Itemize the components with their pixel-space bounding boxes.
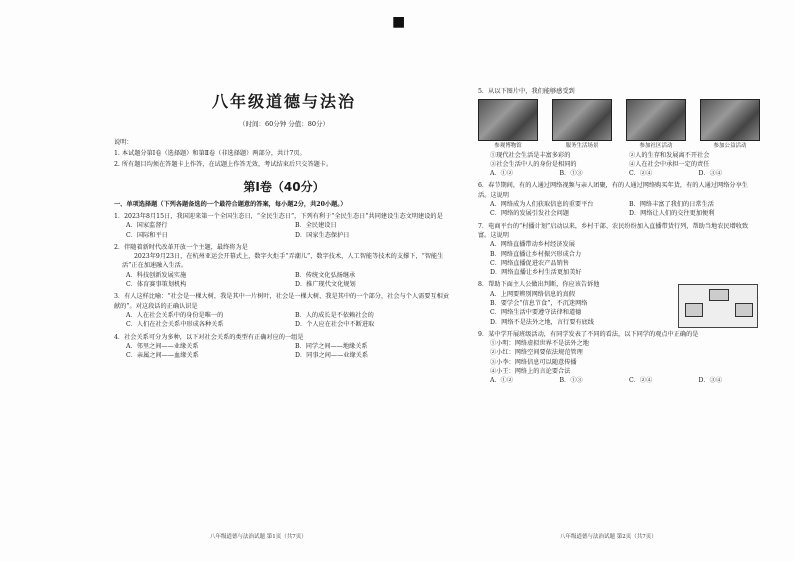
question-3 <box>114 292 454 329</box>
option-a: A．国家监督行 <box>126 222 168 230</box>
statement: ①小明：网络虚拟世界不是法外之地 <box>490 340 589 348</box>
option-a: A．邻里之间——业缘关系 <box>126 342 199 350</box>
screen-icon <box>735 303 753 317</box>
option-b: B．要学会“信息节食”，不沉迷网络 <box>490 300 588 307</box>
option-d: D．国家生态保护日 <box>295 231 350 239</box>
question-stem: 3．有人这样比喻：“社会是一棵大树，我是其中一片树叶，社会是一棵大树，我是其中的一个部分，社会与个人需要互相贡献的”。对这段话的正确认识是 <box>114 293 450 310</box>
question-4 <box>114 333 454 361</box>
question-stem: 9．某中学开展班级活动，有同学发表了不同的看法，以下同学的观点中正确的是 <box>478 330 699 338</box>
option-d: D．网络让人们的交往更加便利 <box>629 210 715 218</box>
header-mark: ■ <box>392 14 406 30</box>
option-a: A．人在社会关系中的身份是唯一的 <box>126 311 224 319</box>
statement: ③社会生活中人的身份是相同的 <box>490 160 577 168</box>
notes-label: 说明： <box>114 138 133 146</box>
option-d: D．③④ <box>698 170 723 178</box>
notes <box>114 138 454 170</box>
option-a: A．①② <box>490 377 514 385</box>
photo-item <box>626 99 686 150</box>
statement: ③小李：网络信息可以随意传播 <box>490 358 577 366</box>
statement: ④小王：网络上的言论要合法 <box>490 368 571 376</box>
section-title: 第Ⅰ卷（40分） <box>243 179 325 194</box>
question-passage: 2023年9月23日，在杭州亚运会开幕式上，数字火炬手“弄潮儿”，数字技术、人工智能等技术的支撑下，“智能生活”正在加速融入生活。 <box>122 253 444 270</box>
question-8 <box>478 280 758 326</box>
option-b: B．人的成长是不依赖社会的 <box>295 311 374 319</box>
option-c: C．②④ <box>629 377 653 385</box>
statement: ②小红：网络空间要依法规范管理 <box>490 349 583 357</box>
question-stem: 6．春节期间，有的人通过网络视频与亲人团聚，有的人通过网络购买年货，有的人通过网络分享生活。这说明 <box>478 182 748 199</box>
option-a: A．科技创新发展实施 <box>126 271 187 279</box>
option-b: B．全民建设日 <box>295 222 337 230</box>
question-stem: 8．帮助下面主人公做出判断，你应该告诉他 <box>478 281 600 289</box>
photo-image <box>552 99 612 141</box>
option-c: C．亲属之间——血缘关系 <box>126 352 199 360</box>
option-c: C．体育赛事策划机构 <box>126 281 187 289</box>
option-d: D．网络不是法外之地，言行要有底线 <box>490 318 594 326</box>
option-c: C．②④ <box>629 170 653 178</box>
question-stem: 2．伴随着新时代改革开放一个主题，最终将为是 <box>114 243 248 251</box>
statement: ④人在社会中承担一定的责任 <box>629 160 710 168</box>
photo-image <box>626 99 686 141</box>
option-b: B．网络丰富了我们的日常生活 <box>629 201 714 209</box>
photo-item <box>478 99 538 150</box>
option-b: B．同学之间——地缘关系 <box>295 342 368 350</box>
speech-bubble-icon <box>709 289 729 301</box>
photo-caption: 参观博物馆 <box>494 143 522 150</box>
phone-icon <box>685 303 703 317</box>
photo-caption: 服务生活场景 <box>565 143 599 150</box>
option-a: A．上网要辨别网络信息的真假 <box>490 290 575 298</box>
option-a: A．①② <box>490 170 514 178</box>
note-line: 1. 本试题分第Ⅰ卷（选择题）和第Ⅱ卷（非选择题）两部分，共计7页。 <box>114 150 306 158</box>
option-b: B．①③ <box>559 170 583 178</box>
part-title: 一、单项选择题（下列各题备选的一个最符合题意的答案，每小题2分，共20小题。） <box>114 200 347 208</box>
question-2 <box>114 243 454 289</box>
question-stem: 7．电商平台的“村播计划”启动以来，乡村干部、农民纷纷加入直播带货行列，帮助当地农民增收致富。这说明 <box>478 222 749 239</box>
cartoon-figure <box>678 284 758 328</box>
photo-item <box>700 99 760 150</box>
question-6 <box>478 181 758 218</box>
photo-row <box>478 99 758 150</box>
option-a: A．网络直播带动乡村经济发展 <box>490 241 575 249</box>
question-7 <box>478 222 758 278</box>
question-stem: 5．从以下图片中，我们能够感受到 <box>478 88 575 95</box>
photo-item <box>552 99 612 150</box>
page-footer: 八年级道德与法治试题 第1页（共7页） <box>210 534 307 540</box>
option-d: D．③④ <box>698 377 723 385</box>
option-b: B．①③ <box>559 377 583 385</box>
statement: ②人的生存和发展离不开社会 <box>629 151 710 159</box>
page-left <box>114 78 454 360</box>
option-c: C．网络直播促进农产品销售 <box>490 259 569 267</box>
option-c: C．国际和平日 <box>126 231 168 239</box>
option-d: D．网络直播让乡村生活更加美好 <box>490 269 582 277</box>
option-c: C．网络的发展引发社会问题 <box>490 210 569 218</box>
statement: ①现代社会生活是丰富多彩的 <box>490 151 571 159</box>
option-c: C．网络生活中要遵守法律和道德 <box>490 309 582 317</box>
photo-image <box>478 99 538 141</box>
question-stem: 4．社会关系可分为多种，以下对社会关系的类型有正确对应的一组是 <box>114 333 304 341</box>
photo-caption: 参加公益活动 <box>713 143 747 150</box>
question-5 <box>478 87 758 178</box>
photo-image <box>700 99 760 141</box>
question-1 <box>114 212 454 240</box>
option-d: D．个人应在社会中不断进取 <box>295 321 375 329</box>
option-b: B．传统文化弘扬继承 <box>295 271 356 279</box>
page-right <box>478 84 758 386</box>
photo-caption: 参加社区活动 <box>639 143 673 150</box>
exam-subtitle: （时间：60分钟 分值：80分） <box>238 120 330 128</box>
question-stem: 1．2023年8月15日，我国迎来第一个全国生态日，“全民生态日”，下列有利于“全民生态日”共同建设生态文明建设的是 <box>114 212 443 220</box>
option-d: D．同事之间——业缘关系 <box>295 352 369 360</box>
note-line: 2. 所有题目均须在答题卡上作答，在试题上作答无效，考试结束后只交答题卡。 <box>114 161 333 169</box>
option-c: C．人们在社会关系中形成各种关系 <box>126 321 224 329</box>
page-title: 八年级道德与法治 <box>211 92 356 111</box>
option-d: D．推广现代文化规划 <box>295 281 356 289</box>
question-9 <box>478 330 758 386</box>
option-a: A．网络成为人们获取信息的重要平台 <box>490 201 594 209</box>
option-b: B．网络直播让乡村振兴形成合力 <box>490 250 582 258</box>
page-footer: 八年级道德与法治试题 第2页（共7页） <box>560 534 657 540</box>
